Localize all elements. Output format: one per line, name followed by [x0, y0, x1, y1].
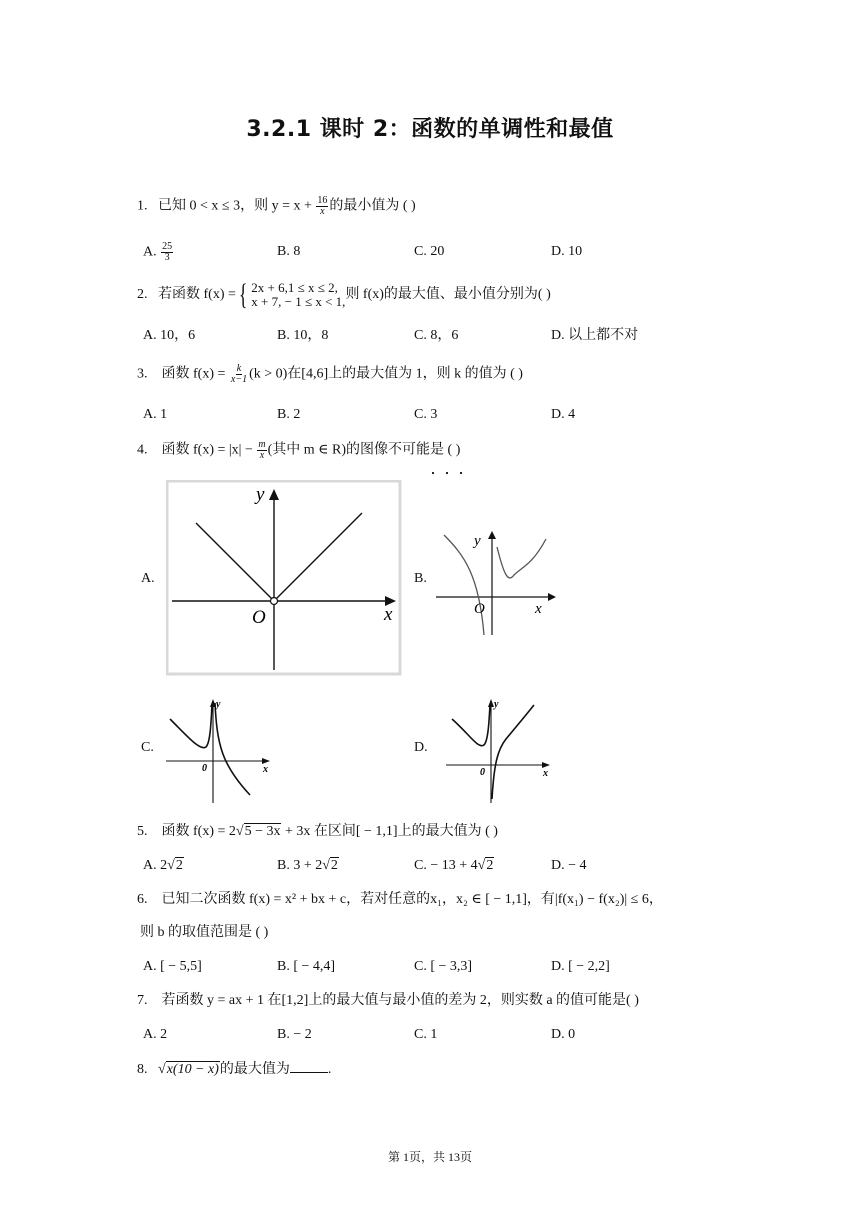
case-2: x + 7, − 1 ≤ x < 1, [251, 294, 346, 309]
option-c: C. [141, 740, 154, 755]
option-c: C. 20 [414, 244, 445, 259]
option-a: A. [141, 571, 155, 586]
question-number: 7. [137, 993, 148, 1008]
option-b: B. 2 [277, 407, 301, 422]
axis-y-label: y [216, 699, 221, 710]
axis-y-label: y [474, 533, 481, 549]
question-stem-pre: 函数 f(x) = 2 [161, 824, 236, 839]
question-stem-post: 的最大值为 [219, 1062, 290, 1077]
option-b: B. 8 [277, 244, 301, 259]
graph-a [166, 480, 402, 676]
question-4 [137, 440, 460, 461]
axis-x-label: x [535, 601, 542, 617]
question-number: 4. [137, 442, 148, 458]
question-number: 6. [137, 892, 148, 907]
page-title: 3.2.1 课时 2：函数的单调性和最值 [246, 117, 614, 142]
fraction: $\frac{m}{x}$ [258, 439, 266, 461]
radicand: x(10 − x) [166, 1062, 219, 1077]
option-b: B. 3 + 2√2 [277, 858, 338, 873]
question-1 [137, 196, 416, 217]
option-c: C. [ − 3,3] [414, 959, 473, 974]
option-b: B. − 2 [277, 1027, 312, 1042]
option-a: A. [ − 5,5] [143, 959, 202, 974]
question-stem-post: (k > 0)在[4,6]上的最大值为 1，则 k 的值为 ( ) [249, 366, 523, 382]
origin-label: O [474, 601, 485, 617]
option-d: D. − 4 [551, 858, 587, 873]
option-d: D. 4 [551, 407, 576, 422]
question-stem-line-1: 已知二次函数 f(x) = x² + bx + c，若对任意的x₁，x₂ ∈ [ − 1,1]，有|f(x₁) − f(x₂)| ≤ 6， [161, 892, 663, 907]
question-stem-post: 的最小值为 ( ) [329, 198, 416, 214]
option-c: C. 8，6 [414, 328, 459, 343]
question-2 [137, 280, 551, 310]
question-6-continued: 则 b 的取值范围是 ( ) [140, 925, 269, 940]
origin-label: O [252, 607, 266, 628]
option-b: B. [414, 571, 427, 586]
question-3 [137, 364, 523, 385]
question-5: 5. 函数 f(x) = 2√5 − 3x + 3x 在区间[ − 1,1]上的最大值为 ( ) [137, 824, 498, 839]
graph-d [442, 693, 556, 805]
question-stem-pre: 若函数 f(x) = [158, 287, 236, 302]
question-stem-post: 则 f(x)的最大值、最小值分别为( ) [345, 287, 551, 302]
graph-b [434, 525, 558, 641]
option-a: A. 2 [143, 1027, 168, 1042]
origin-label: 0 [480, 767, 485, 778]
axis-x-label: x [384, 604, 393, 625]
question-number: 5. [137, 824, 148, 839]
page-footer: 第 1页，共 13页 [387, 1150, 472, 1164]
option-a: A. 2√2 [143, 858, 183, 873]
answer-blank [290, 1059, 328, 1073]
fraction: $\frac{16}{x}$ [317, 195, 328, 217]
option-d: D. 以上都不对 [551, 328, 639, 343]
option-d: D. 10 [551, 244, 583, 259]
question-stem-pre: 已知 0 < x ≤ 3，则 y = x + [158, 198, 312, 214]
piecewise-function: { 2x + 6,1 ≤ x ≤ 2, x + 7, − 1 ≤ x < 1, [238, 278, 346, 311]
question-number: 1. [137, 198, 148, 214]
graph-c [162, 695, 276, 805]
option-c: C. 1 [414, 1027, 438, 1042]
option-a: A. $\frac{25}{3}$ [143, 241, 173, 263]
fraction: $\frac{25}{3}$ [162, 241, 173, 263]
question-stem-post: (其中 m ∈ R)的图像不可能是 ( ) [267, 442, 461, 458]
question-6 [137, 890, 663, 910]
fraction: $\frac{k}{x-1}$ [230, 363, 248, 385]
question-stem-pre: 函数 f(x) = [161, 366, 226, 382]
option-d: D. [ − 2,2] [551, 959, 610, 974]
question-number: 8. [137, 1062, 148, 1077]
question-number: 2. [137, 287, 148, 302]
axis-y-label: y [256, 484, 265, 505]
question-7 [137, 991, 639, 1011]
option-d: D. [414, 740, 428, 755]
emphasis-dots [430, 462, 470, 466]
axis-x-label: x [543, 768, 548, 779]
question-stem: 若函数 y = ax + 1 在[1,2]上的最大值与最小值的差为 2，则实数 a 的值可能是( ) [161, 993, 639, 1008]
origin-label: 0 [202, 763, 207, 774]
option-b: B. 10，8 [277, 328, 329, 343]
option-a: A. 10，6 [143, 328, 196, 343]
question-stem-pre: 函数 f(x) = |x| − [161, 442, 253, 458]
option-c: C. − 13 + 4√2 [414, 858, 494, 873]
question-stem-post: + 3x 在区间[ − 1,1]上的最大值为 ( ) [284, 824, 498, 839]
option-d: D. 0 [551, 1027, 576, 1042]
option-a: A. 1 [143, 407, 168, 422]
question-8: 8. √x(10 − x)的最大值为 . [137, 1059, 331, 1080]
case-1: 2x + 6,1 ≤ x ≤ 2, [251, 280, 338, 295]
radicand: 5 − 3x [244, 824, 281, 839]
question-number: 3. [137, 366, 148, 382]
option-b: B. [ − 4,4] [277, 959, 336, 974]
axis-y-label: y [494, 699, 499, 710]
option-c: C. 3 [414, 407, 438, 422]
axis-x-label: x [263, 764, 268, 775]
